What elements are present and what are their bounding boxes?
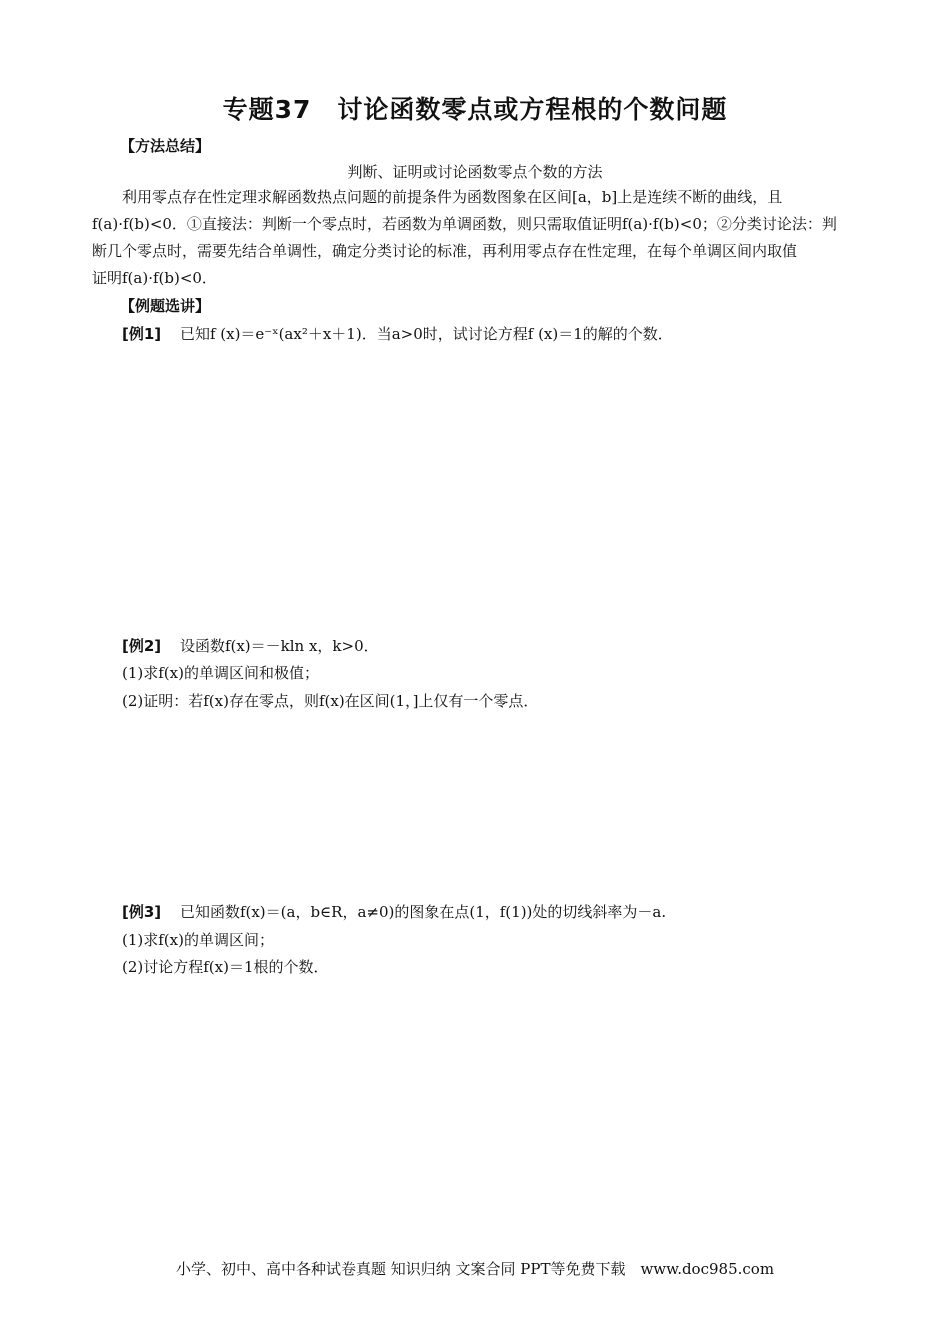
example-1-label: [例1] xyxy=(122,325,162,343)
example-2-part-2: (2)证明：若f(x)存在零点，则f(x)在区间(1，]上仅有一个零点． xyxy=(122,692,539,710)
example-2 xyxy=(122,635,379,656)
example-3-part-1: (1)求f(x)的单调区间； xyxy=(122,931,274,949)
example-1 xyxy=(122,323,673,344)
examples-section-header: 【例题选讲】 xyxy=(120,297,211,315)
example-1-text: 已知f (x)＝e⁻ˣ(ax²＋x＋1)．当a>0时，试讨论方程f (x)＝1的解的个数． xyxy=(179,325,673,343)
page-footer: 小学、初中、高中各种试卷真题 知识归纳 文案合同 PPT等免费下载 www.doc985.com xyxy=(175,1260,775,1278)
method-subtitle: 判断、证明或讨论函数零点个数的方法 xyxy=(347,163,603,181)
example-3 xyxy=(122,901,666,922)
example-2-part-1: (1)求f(x)的单调区间和极值； xyxy=(122,664,319,682)
method-line-4: 证明f(a)·f(b)<0． xyxy=(92,269,217,287)
example-2-label: [例2] xyxy=(122,637,162,655)
method-line-2: f(a)·f(b)<0．①直接法：判断一个零点时，若函数为单调函数，则只需取值证明f(a)·f(b)<0；②分类讨论法：判 xyxy=(92,215,837,233)
page-title: 专题37 讨论函数零点或方程根的个数问题 xyxy=(222,95,728,124)
example-3-label: [例3] xyxy=(122,903,162,921)
method-line-3: 断几个零点时，需要先结合单调性，确定分类讨论的标准，再利用零点存在性定理，在每个单调区间内取值 xyxy=(92,242,798,260)
example-3-text: 已知函数f(x)＝(a，b∈R，a≠0)的图象在点(1，f(1))处的切线斜率为－a. xyxy=(179,903,667,921)
example-2-text: 设函数f(x)＝－kln x，k>0． xyxy=(179,637,379,655)
method-line-1: 利用零点存在性定理求解函数热点问题的前提条件为函数图象在区间[a，b]上是连续不断的曲线，且 xyxy=(122,188,783,206)
example-3-part-2: (2)讨论方程f(x)＝1根的个数． xyxy=(122,958,329,976)
method-section-header: 【方法总结】 xyxy=(120,137,211,155)
